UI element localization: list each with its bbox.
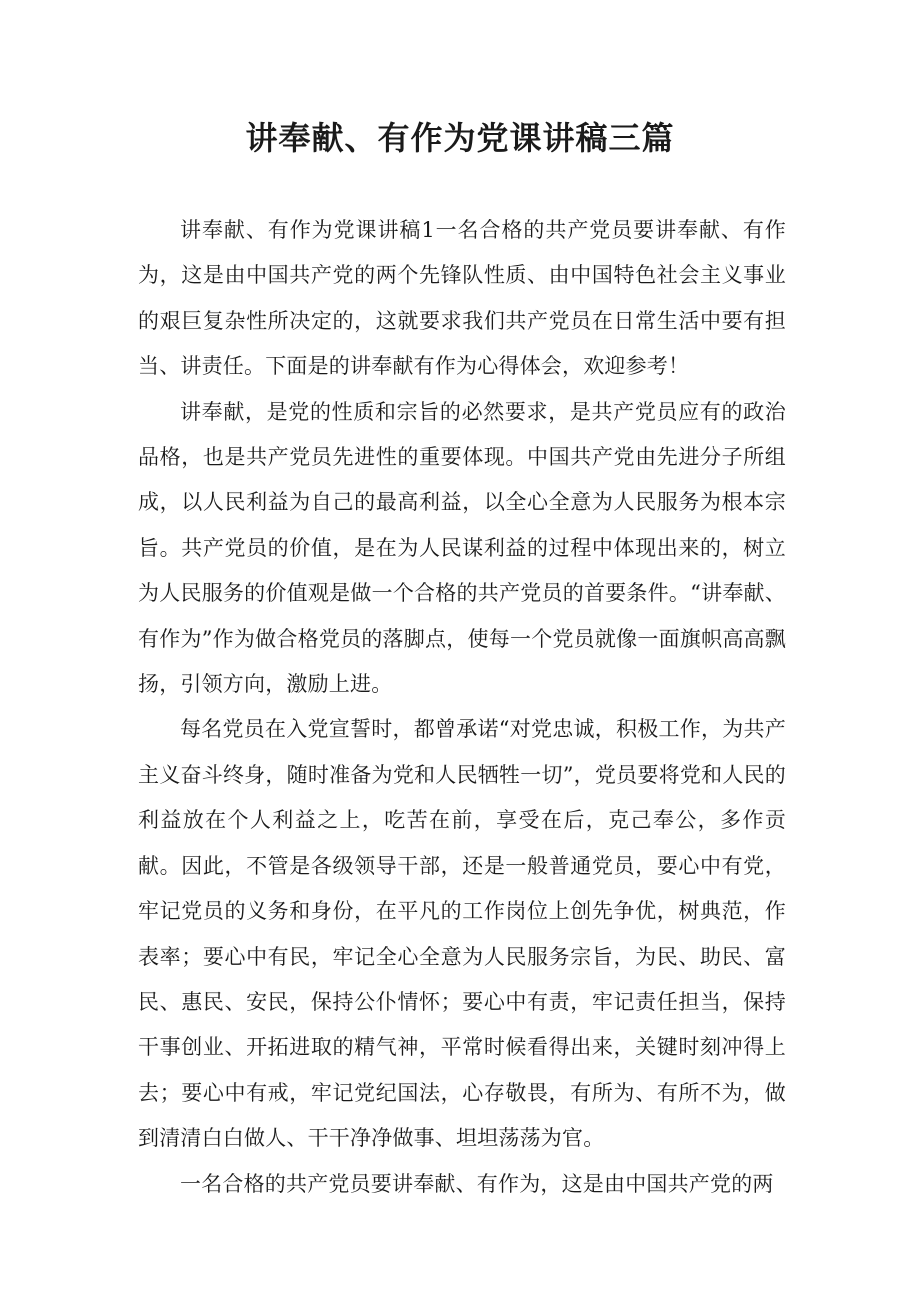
document-body	[138, 208, 786, 1207]
document-title: 讲奉献、有作为党课讲稿三篇	[245, 119, 675, 157]
paragraph-2: 讲奉献，是党的性质和宗旨的必然要求，是共产党员应有的政治品格，也是共产党员先进性的重要体现。中国共产党由先进分子所组成，以人民利益为自己的最高利益，以全心全意为人民服务为根本宗旨。共产党员的价值，是在为人民谋利益的过程中体现出来的，树立为人民服务的价值观是做一个合格的共产党员的首要条件。“讲奉献、有作为”作为做合格党员的落脚点，使每一个党员就像一面旗帜高高飘扬，引领方向，激励上进。	[138, 399, 786, 697]
paragraph-1: 讲奉献、有作为党课讲稿1一名合格的共产党员要讲奉献、有作为，这是由中国共产党的两个先锋队性质、由中国特色社会主义事业的艰巨复杂性所决定的，这就要求我们共产党员在日常生活中要有担当、讲责任。下面是的讲奉献有作为心得体会，欢迎参考！	[138, 218, 786, 379]
paragraph-3: 每名党员在入党宣誓时，都曾承诺“对党忠诚，积极工作，为共产主义奋斗终身，随时准备为党和人民牺牲一切”，党员要将党和人民的利益放在个人利益之上，吃苦在前，享受在后，克己奉公，多作贡献。因此，不管是各级领导干部，还是一般普通党员，要心中有党，牢记党员的义务和身份，在平凡的工作岗位上创先争优，树典范，作表率；要心中有民，牢记全心全意为人民服务宗旨，为民、助民、富民、惠民、安民，保持公仆情怀；要心中有责，牢记责任担当，保持干事创业、开拓进取的精气神，平常时候看得出来，关键时刻冲得上去；要心中有戒，牢记党纪国法，心存敬畏，有所为、有所不为，做到清清白白做人、干干净净做事、坦坦荡荡为官。	[138, 717, 786, 1151]
paragraph-4: 一名合格的共产党员要讲奉献、有作为，这是由中国共产党的两	[180, 1171, 774, 1196]
